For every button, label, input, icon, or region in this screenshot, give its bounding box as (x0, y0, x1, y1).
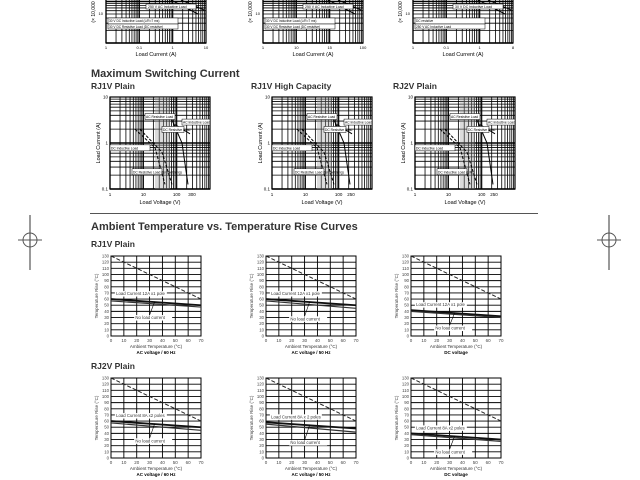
temp-caption: DC voltage (444, 472, 468, 477)
temp-ytick: 130 (256, 375, 264, 381)
top-chart-annotation: 30 V DC Resistive Load (DC resistive) (109, 25, 164, 29)
temp-ylabel: Temperature Rise (°C) (249, 273, 254, 319)
temp-ytick: 10 (104, 449, 109, 455)
max-switch-chart-1 (88, 92, 228, 207)
max-switch-xtick: 1 (270, 192, 274, 197)
max-switch-ylabel: Load Current (A) (258, 122, 264, 164)
section-title-temp-rise: Ambient Temperature vs. Temperature Rise Curves (91, 221, 358, 233)
temp-ytick: 50 (259, 302, 264, 308)
temp-ytick: 0 (261, 333, 264, 339)
temp-noload-label: No load current (435, 325, 465, 331)
top-chart-annotation: 250 V AC Inductive Load (416, 25, 452, 29)
temp-ytick: 110 (402, 387, 409, 393)
temp-ytick: 60 (104, 418, 109, 424)
temp-ytick: 90 (404, 278, 409, 284)
max-switch-xtick: 100 (172, 192, 181, 197)
top-chart-xtick: 15 (327, 45, 332, 50)
temp-ylabel: Temperature Rise (°C) (94, 273, 99, 319)
temp-ytick: 50 (104, 302, 109, 308)
temp-xtick: 60 (340, 338, 346, 343)
max-switch-annotation: AC Inductive Load (345, 120, 372, 125)
max-switch-annotation: DC Resistive Load (163, 127, 191, 132)
top-chart-xlabel: Load Current (A) (442, 52, 484, 58)
max-switch-xtick: 1 (108, 192, 112, 197)
registration-mark-right (594, 210, 624, 270)
temp-group-title-1: RJ1V Plain (91, 239, 135, 249)
max-switch-xtick: 10 (445, 192, 451, 197)
temp-ytick: 90 (404, 400, 409, 406)
temp-xlabel: Ambient Temperature (°C) (429, 466, 483, 471)
temp-ylabel: Temperature Rise (°C) (394, 273, 399, 319)
temp-xtick: 10 (421, 338, 427, 343)
temp-ytick: 90 (104, 278, 109, 284)
temp-xlabel: Ambient Temperature (°C) (284, 344, 338, 349)
temp-xtick: 60 (485, 338, 491, 343)
top-chart-xtick: 1 (171, 45, 174, 50)
temp-ytick: 10 (259, 327, 264, 333)
temp-xtick: 70 (198, 338, 204, 343)
temp-xtick: 60 (485, 460, 491, 465)
max-switch-title-2: RJ1V High Capacity (251, 81, 332, 91)
temp-xtick: 40 (159, 338, 165, 343)
top-chart-2 (245, 0, 395, 58)
temp-ytick: 100 (101, 271, 109, 277)
top-chart-annotation: 30 V DC Resistive Load (DC resistive) (266, 25, 321, 29)
temp-ytick: 60 (404, 418, 409, 424)
temp-ytick: 20 (259, 443, 264, 449)
max-switch-annotation: DC Resistive Load (for switching) (133, 170, 182, 175)
temp-ytick: 30 (259, 315, 264, 321)
temp-ytick: 60 (104, 296, 109, 302)
top-chart-xtick: 1 (478, 45, 481, 50)
temp-ytick: 70 (404, 290, 409, 296)
temp-xlabel: Ambient Temperature (°C) (129, 344, 183, 349)
temp-ytick: 70 (259, 290, 264, 296)
temp-xtick: 30 (447, 338, 453, 343)
max-switch-xtick: 250 (347, 192, 355, 197)
max-switch-annotation: AC Inductive Load (183, 120, 210, 125)
top-chart-xlabel: Load Current (A) (292, 52, 334, 58)
max-switch-ytick: 1 (410, 140, 413, 146)
temp-chart-rj1v-50hz (248, 252, 368, 358)
max-switch-ylabel: Load Current (A) (401, 122, 407, 164)
max-switch-ytick: 10 (264, 94, 270, 100)
temp-ytick: 90 (259, 278, 264, 284)
top-chart-annotation: 30 V DC Inductive Load (L/R=7 ms) (266, 19, 317, 23)
temp-xlabel: Ambient Temperature (°C) (284, 466, 338, 471)
temp-ytick: 100 (401, 393, 409, 399)
temp-ytick: 20 (404, 443, 409, 449)
max-switch-annotation: AC Inductive Load (488, 120, 515, 125)
temp-xtick: 40 (459, 338, 465, 343)
temp-ytick: 130 (401, 375, 409, 381)
max-switch-xlabel: Load Voltage (V) (139, 200, 181, 206)
temp-ytick: 30 (259, 437, 264, 443)
temp-ytick: 120 (101, 381, 109, 387)
temp-ytick: 60 (259, 296, 264, 302)
max-switch-xtick: 10 (302, 192, 308, 197)
top-chart-1 (88, 0, 248, 58)
max-switch-chart-3 (393, 92, 533, 207)
temp-ytick: 130 (101, 375, 109, 381)
temp-chart-rj1v-dc (393, 252, 513, 358)
temp-caption: DC voltage (444, 350, 468, 355)
temp-noload-label: No load current (290, 316, 320, 322)
temp-ytick: 110 (257, 387, 264, 393)
temp-noload-label: No load current (135, 315, 165, 321)
section-divider (90, 213, 538, 214)
temp-ytick: 0 (406, 455, 409, 461)
temp-group-title-2: RJ2V Plain (91, 361, 135, 371)
max-switch-ylabel: Load Current (A) (96, 122, 102, 164)
temp-ytick: 40 (259, 430, 264, 436)
temp-ytick: 20 (104, 321, 109, 327)
top-chart-xtick: 1 (411, 45, 415, 50)
section-title-max-switching: Maximum Switching Current (91, 68, 240, 80)
temp-ytick: 60 (259, 418, 264, 424)
temp-xtick: 10 (121, 460, 127, 465)
temp-ytick: 20 (259, 321, 264, 327)
temp-ytick: 30 (404, 315, 409, 321)
temp-ytick: 20 (404, 321, 409, 327)
temp-xtick: 10 (276, 338, 282, 343)
temp-xtick: 60 (185, 460, 191, 465)
temp-chart-rj1v-60hz (93, 252, 213, 358)
temp-ylabel: Temperature Rise (°C) (249, 395, 254, 441)
temp-xtick: 70 (198, 460, 204, 465)
registration-mark-left (15, 210, 45, 270)
temp-ytick: 120 (256, 381, 264, 387)
temp-xtick: 30 (447, 460, 453, 465)
temp-ytick: 120 (256, 259, 264, 265)
top-chart-ylabel: (× 10,000 (91, 1, 97, 23)
temp-caption: AC voltage / 50 Hz (291, 472, 331, 477)
temp-ytick: 0 (106, 455, 109, 461)
temp-xtick: 0 (109, 338, 113, 343)
temp-xlabel: Ambient Temperature (°C) (429, 344, 483, 349)
temp-ytick: 110 (402, 265, 409, 271)
max-switch-xtick: 100 (334, 192, 343, 197)
temp-xtick: 20 (289, 338, 295, 343)
temp-xtick: 60 (340, 460, 346, 465)
temp-xtick: 0 (264, 460, 268, 465)
max-switch-ytick: 10 (407, 94, 413, 100)
temp-xtick: 30 (302, 460, 308, 465)
temp-xtick: 70 (498, 338, 504, 343)
temp-ytick: 40 (404, 308, 409, 314)
temp-xtick: 20 (134, 338, 140, 343)
temp-xtick: 20 (289, 460, 295, 465)
temp-ytick: 100 (101, 393, 109, 399)
temp-ytick: 80 (404, 406, 409, 412)
temp-caption: AC voltage / 60 Hz (136, 350, 176, 355)
top-chart-annotation: 250 V AC Inductive Load (148, 5, 187, 9)
temp-ytick: 130 (101, 253, 109, 259)
temp-ytick: 110 (102, 387, 109, 393)
max-switch-annotation: AC Resistive Load (308, 115, 336, 120)
top-chart-xtick: 0.1 (136, 45, 143, 50)
max-switch-ytick: 1 (105, 140, 108, 146)
max-switch-xlabel: Load Voltage (V) (301, 200, 343, 206)
temp-xtick: 0 (409, 338, 413, 343)
temp-ytick: 100 (256, 393, 264, 399)
temp-xtick: 70 (353, 338, 359, 343)
temp-xtick: 50 (327, 460, 333, 465)
max-switch-xlabel: Load Voltage (V) (444, 200, 486, 206)
temp-ytick: 0 (261, 455, 264, 461)
top-chart-annotation: 250 V AC Inductive Load (305, 5, 344, 9)
top-chart-xtick: 8 (511, 45, 515, 50)
temp-xtick: 50 (472, 460, 478, 465)
temp-ytick: 120 (401, 259, 409, 265)
temp-ytick: 0 (106, 333, 109, 339)
temp-xtick: 0 (109, 460, 113, 465)
temp-chart-rj2v-60hz (93, 374, 213, 480)
temp-load-label: Load Current 12A x1 pole (116, 291, 165, 297)
temp-load-label: Load Current 8A x 2 poles (271, 414, 321, 420)
temp-ytick: 50 (404, 424, 409, 430)
temp-chart-rj2v-dc (393, 374, 513, 480)
temp-ytick: 90 (259, 400, 264, 406)
temp-noload-label: No load current (290, 440, 320, 446)
temp-ytick: 30 (404, 437, 409, 443)
temp-ytick: 10 (259, 449, 264, 455)
temp-ytick: 0 (406, 333, 409, 339)
max-switch-title-1: RJ1V Plain (91, 81, 135, 91)
temp-ytick: 50 (404, 302, 409, 308)
temp-ytick: 120 (101, 259, 109, 265)
temp-xlabel: Ambient Temperature (°C) (129, 466, 183, 471)
max-switch-xtick: 300 (188, 192, 196, 197)
temp-ytick: 40 (104, 430, 109, 436)
temp-ytick: 70 (104, 412, 109, 418)
temp-xtick: 40 (314, 460, 320, 465)
top-chart-xtick: 1 (104, 45, 108, 50)
top-chart-annotation: 30 V DC Inductive Load (L/R=7 ms) (109, 19, 160, 23)
max-switch-xtick: 10 (140, 192, 146, 197)
temp-xtick: 10 (421, 460, 427, 465)
temp-ytick: 80 (404, 284, 409, 290)
temp-ylabel: Temperature Rise (°C) (94, 395, 99, 441)
temp-ytick: 110 (102, 265, 109, 271)
max-switch-xtick: 250 (490, 192, 498, 197)
max-switch-chart-2 (250, 92, 390, 207)
temp-ytick: 40 (259, 308, 264, 314)
temp-ytick: 90 (104, 400, 109, 406)
temp-xtick: 0 (409, 460, 413, 465)
temp-ytick: 80 (104, 406, 109, 412)
temp-xtick: 70 (498, 460, 504, 465)
max-switch-ytick: 0.1 (101, 186, 108, 192)
temp-xtick: 60 (185, 338, 191, 343)
max-switch-annotation: DC Inductive Load (416, 146, 444, 151)
temp-xtick: 30 (302, 338, 308, 343)
temp-ytick: 20 (104, 443, 109, 449)
temp-xtick: 50 (472, 338, 478, 343)
temp-caption: AC voltage / 60 Hz (136, 472, 176, 477)
temp-xtick: 0 (264, 338, 268, 343)
top-chart-xlabel: Load Current (A) (135, 52, 177, 58)
max-switch-ytick: 0.1 (263, 186, 270, 192)
max-switch-ytick: 0.1 (406, 186, 413, 192)
temp-ytick: 60 (404, 296, 409, 302)
temp-xtick: 20 (434, 460, 440, 465)
max-switch-annotation: AC Resistive Load (146, 115, 174, 120)
temp-ytick: 130 (401, 253, 409, 259)
temp-xtick: 70 (353, 460, 359, 465)
temp-noload-label: No load current (135, 438, 165, 444)
temp-xtick: 10 (276, 460, 282, 465)
max-switch-annotation: DC Inductive Load (273, 146, 301, 151)
temp-xtick: 50 (327, 338, 333, 343)
temp-ytick: 40 (104, 308, 109, 314)
top-chart-ytick: 10 (405, 11, 410, 16)
temp-noload-label: No load current (435, 449, 465, 455)
top-chart-annotation: 30 V DC Inductive Load (455, 5, 492, 9)
temp-xtick: 30 (147, 338, 153, 343)
max-switch-ytick: 10 (102, 94, 108, 100)
temp-xtick: 20 (134, 460, 140, 465)
top-chart-xtick: 100 (359, 45, 367, 50)
temp-load-label: Load Current 8A x2 poles (116, 413, 165, 419)
temp-xtick: 20 (434, 338, 440, 343)
temp-ytick: 80 (104, 284, 109, 290)
top-chart-xtick: 0.1 (443, 45, 450, 50)
temp-xtick: 40 (459, 460, 465, 465)
top-chart-ytick: 10 (98, 11, 103, 16)
top-chart-ytick: 10 (255, 11, 260, 16)
temp-ytick: 100 (401, 271, 409, 277)
temp-ytick: 120 (401, 381, 409, 387)
top-chart-3 (395, 0, 545, 58)
top-chart-annotation: DC resistive (416, 19, 434, 23)
temp-ytick: 10 (104, 327, 109, 333)
temp-ytick: 10 (404, 327, 409, 333)
temp-ytick: 70 (259, 412, 264, 418)
max-switch-annotation: AC Resistive Load (451, 115, 479, 120)
temp-ytick: 40 (404, 430, 409, 436)
max-switch-title-3: RJ2V Plain (393, 81, 437, 91)
temp-ytick: 80 (259, 406, 264, 412)
temp-xtick: 50 (172, 460, 178, 465)
max-switch-annotation: DC Inductive Load (L/R) (438, 170, 474, 175)
max-switch-annotation: DC Resistive Load (for switching) (295, 170, 344, 175)
temp-chart-rj2v-50hz (248, 374, 368, 480)
temp-xtick: 30 (147, 460, 153, 465)
temp-ytick: 70 (404, 412, 409, 418)
temp-xtick: 50 (172, 338, 178, 343)
temp-xtick: 40 (314, 338, 320, 343)
temp-ytick: 100 (256, 271, 264, 277)
top-chart-xtick: 10 (294, 45, 299, 50)
top-chart-ylabel: (× 10,000 (248, 1, 254, 23)
temp-ytick: 80 (259, 284, 264, 290)
temp-xtick: 40 (159, 460, 165, 465)
temp-load-label: Load Current 12A x1 pole (416, 302, 465, 308)
max-switch-ytick: 1 (267, 140, 270, 146)
temp-load-label: Load Current 12A x1 pole (271, 291, 320, 297)
max-switch-annotation: DC Resistive Load (468, 127, 496, 132)
top-chart-xtick: 10 (203, 45, 209, 50)
temp-ytick: 130 (256, 253, 264, 259)
temp-ytick: 30 (104, 315, 109, 321)
temp-xtick: 10 (121, 338, 127, 343)
temp-ytick: 70 (104, 290, 109, 296)
temp-caption: AC voltage / 50 Hz (291, 350, 331, 355)
temp-ytick: 110 (257, 265, 264, 271)
temp-ytick: 10 (404, 449, 409, 455)
max-switch-annotation: DC Resistive Load (325, 127, 353, 132)
temp-ytick: 50 (259, 424, 264, 430)
max-switch-xtick: 1 (413, 192, 417, 197)
temp-ytick: 30 (104, 437, 109, 443)
max-switch-annotation: DC Inductive Load (111, 146, 139, 151)
max-switch-xtick: 100 (477, 192, 486, 197)
temp-ylabel: Temperature Rise (°C) (394, 395, 399, 441)
top-chart-ylabel: (× 10,000 (398, 1, 404, 23)
temp-ytick: 50 (104, 424, 109, 430)
top-chart-xtick: 1 (261, 45, 265, 50)
temp-load-label: Load Current 8A x2 poles (416, 425, 465, 431)
